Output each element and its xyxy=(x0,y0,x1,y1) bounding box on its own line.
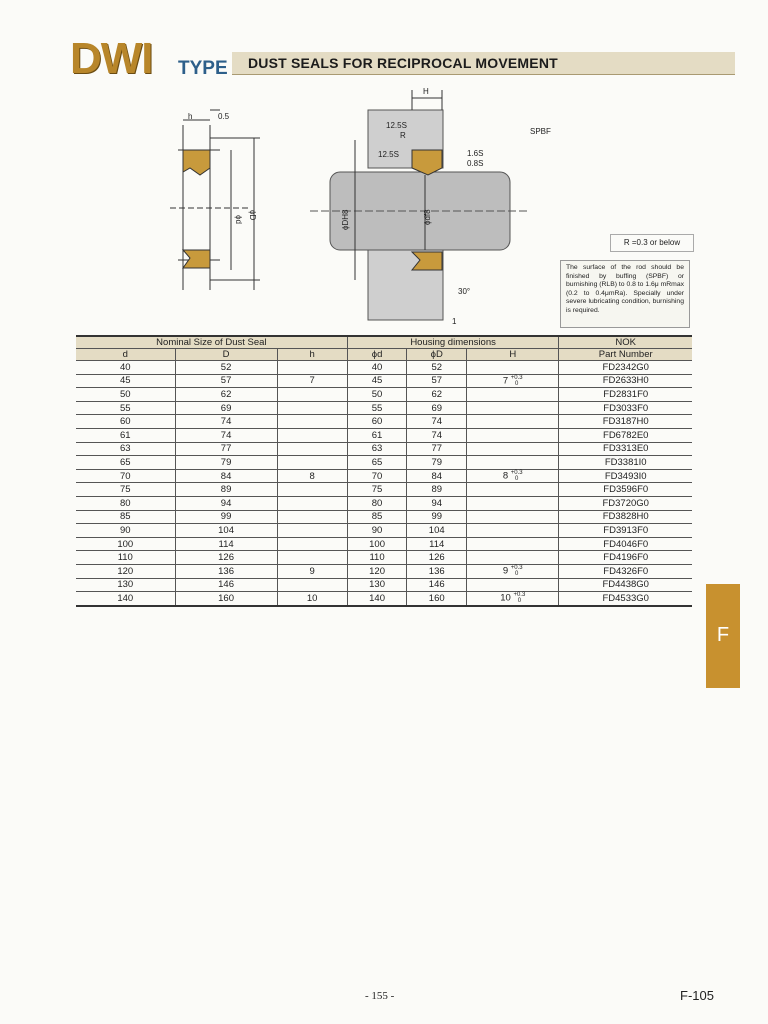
table-cell: FD3381I0 xyxy=(559,456,692,470)
table-cell: 9 xyxy=(277,564,347,578)
surface-note: The surface of the rod should be finished by buffing (SPBF) or burnishing (RLB) to 0.8 to 1.6μ mRmax (0.2 to 0.4μmRa). Specially under severe lubricating condition, burnishing is required. xyxy=(560,260,690,328)
table-cell: 7 +0.3 0 xyxy=(467,374,559,388)
table-cell xyxy=(467,551,559,565)
H-label: H xyxy=(423,87,429,96)
table-cell: 94 xyxy=(407,496,467,510)
bore-label: ϕDH8 xyxy=(341,209,350,230)
spec-table xyxy=(76,335,692,607)
table-cell: 69 xyxy=(175,401,277,415)
table-cell: 65 xyxy=(347,456,407,470)
table-cell: 62 xyxy=(407,388,467,402)
table-cell xyxy=(467,456,559,470)
page-number: - 155 - xyxy=(365,990,395,1002)
table-cell: 74 xyxy=(407,415,467,429)
table-cell: 61 xyxy=(347,428,407,442)
table-cell: 10 xyxy=(277,592,347,606)
table-row xyxy=(76,510,692,524)
table-cell: 140 xyxy=(76,592,175,606)
table-cell xyxy=(277,483,347,497)
table-cell: 89 xyxy=(407,483,467,497)
roughness-1: 1.6S xyxy=(467,149,484,158)
table-cell: 120 xyxy=(76,564,175,578)
table-cell xyxy=(467,510,559,524)
table-cell: 126 xyxy=(407,551,467,565)
table-cell: 60 xyxy=(76,415,175,429)
section-tab-label: F xyxy=(716,624,730,646)
spbf-label: SPBF xyxy=(530,127,551,136)
table-cell xyxy=(277,456,347,470)
tolerance: +0.3 0 xyxy=(510,374,523,387)
table-cell: 114 xyxy=(175,537,277,551)
table-cell: 60 xyxy=(347,415,407,429)
table-cell: 79 xyxy=(175,456,277,470)
table-cell: 7 xyxy=(277,374,347,388)
table-cell: 74 xyxy=(407,428,467,442)
table-cell: 65 xyxy=(76,456,175,470)
table-row xyxy=(76,456,692,470)
col-d: d xyxy=(76,349,175,361)
table-cell xyxy=(277,496,347,510)
section-tab xyxy=(706,584,740,688)
table-cell: 63 xyxy=(347,442,407,456)
table-row xyxy=(76,415,692,429)
d-label: ϕd xyxy=(234,215,243,224)
table-cell: 120 xyxy=(347,564,407,578)
table-cell: 75 xyxy=(347,483,407,497)
table-cell: 52 xyxy=(175,361,277,375)
table-cell xyxy=(467,361,559,375)
table-cell: 57 xyxy=(175,374,277,388)
table-cell: 99 xyxy=(407,510,467,524)
table-cell: FD2633H0 xyxy=(559,374,692,388)
roughness-2: 0.8S xyxy=(467,159,484,168)
table-row xyxy=(76,388,692,402)
table-cell: 110 xyxy=(76,551,175,565)
table-cell: 114 xyxy=(407,537,467,551)
table-row xyxy=(76,551,692,565)
table-cell: 45 xyxy=(76,374,175,388)
one-label: 1 xyxy=(452,317,457,326)
table-cell: FD4533G0 xyxy=(559,592,692,606)
table-cell: 77 xyxy=(407,442,467,456)
table-cell xyxy=(467,442,559,456)
table-cell: 40 xyxy=(347,361,407,375)
col-hD: ϕD xyxy=(407,349,467,361)
table-cell xyxy=(467,415,559,429)
table-cell: 75 xyxy=(76,483,175,497)
table-cell: FD2342G0 xyxy=(559,361,692,375)
table-row xyxy=(76,374,692,388)
table-cell: 74 xyxy=(175,415,277,429)
type-label: TYPE xyxy=(178,58,228,79)
table-cell: FD4326F0 xyxy=(559,564,692,578)
table-cell: 110 xyxy=(347,551,407,565)
table-cell xyxy=(277,524,347,538)
surface-1: 12.5S xyxy=(386,121,407,130)
table-cell: 40 xyxy=(76,361,175,375)
table-cell: 136 xyxy=(175,564,277,578)
table-cell: FD4438G0 xyxy=(559,578,692,592)
table-row xyxy=(76,428,692,442)
subtitle-bar xyxy=(232,52,735,75)
table-cell: 85 xyxy=(76,510,175,524)
table-cell: 89 xyxy=(175,483,277,497)
table-row xyxy=(76,537,692,551)
table-cell: 55 xyxy=(76,401,175,415)
table-row xyxy=(76,361,692,375)
table-cell: 79 xyxy=(407,456,467,470)
table-cell: 63 xyxy=(76,442,175,456)
table-cell: 126 xyxy=(175,551,277,565)
table-cell: 140 xyxy=(347,592,407,606)
R-label: R xyxy=(400,131,406,140)
table-cell: 160 xyxy=(407,592,467,606)
table-cell xyxy=(277,551,347,565)
surface-2: 12.5S xyxy=(378,150,399,159)
col-part: Part Number xyxy=(559,349,692,361)
group-header-nok: NOK xyxy=(559,336,692,349)
table-cell: 84 xyxy=(175,469,277,483)
col-h: h xyxy=(277,349,347,361)
table-cell xyxy=(277,510,347,524)
table-cell: 90 xyxy=(347,524,407,538)
tolerance: +0.3 0 xyxy=(510,565,523,578)
page-code: F-105 xyxy=(680,988,714,1003)
table-cell: 85 xyxy=(347,510,407,524)
table-row xyxy=(76,483,692,497)
table-cell: FD3913F0 xyxy=(559,524,692,538)
table-cell: 77 xyxy=(175,442,277,456)
table-row xyxy=(76,469,692,483)
table-row xyxy=(76,442,692,456)
table-row xyxy=(76,496,692,510)
table-cell: 130 xyxy=(76,578,175,592)
table-cell: 50 xyxy=(76,388,175,402)
table-cell xyxy=(467,428,559,442)
table-cell: 84 xyxy=(407,469,467,483)
table-cell: FD3033F0 xyxy=(559,401,692,415)
table-cell: 74 xyxy=(175,428,277,442)
table-row xyxy=(76,401,692,415)
table-cell: 104 xyxy=(175,524,277,538)
table-cell: 45 xyxy=(347,374,407,388)
table-row xyxy=(76,524,692,538)
table-cell: FD6782E0 xyxy=(559,428,692,442)
table-cell: FD4196F0 xyxy=(559,551,692,565)
table-cell xyxy=(467,524,559,538)
table-cell: 94 xyxy=(175,496,277,510)
table-cell: 8 xyxy=(277,469,347,483)
table-cell xyxy=(277,401,347,415)
table-cell: FD3828H0 xyxy=(559,510,692,524)
tolerance: +0.3 0 xyxy=(513,592,526,605)
table-cell: FD4046F0 xyxy=(559,537,692,551)
series-title: DWI xyxy=(70,34,153,83)
group-header-seal: Nominal Size of Dust Seal xyxy=(76,336,347,349)
table-cell xyxy=(467,401,559,415)
table-cell: 100 xyxy=(347,537,407,551)
table-cell: 70 xyxy=(347,469,407,483)
table-cell: 55 xyxy=(347,401,407,415)
subtitle: DUST SEALS FOR RECIPROCAL MOVEMENT xyxy=(248,55,558,71)
table-cell: FD3187H0 xyxy=(559,415,692,429)
table-cell: 99 xyxy=(175,510,277,524)
table-row xyxy=(76,592,692,606)
table-cell: 52 xyxy=(407,361,467,375)
table-cell: 80 xyxy=(347,496,407,510)
table-cell: 70 xyxy=(76,469,175,483)
table-cell: 9 +0.3 0 xyxy=(467,564,559,578)
table-cell: 146 xyxy=(407,578,467,592)
table-cell: FD2831F0 xyxy=(559,388,692,402)
table-cell xyxy=(277,578,347,592)
table-cell: 146 xyxy=(175,578,277,592)
table-cell: FD3313E0 xyxy=(559,442,692,456)
table-cell: 62 xyxy=(175,388,277,402)
table-row xyxy=(76,578,692,592)
table-cell: 50 xyxy=(347,388,407,402)
h-label: h xyxy=(188,112,193,121)
lip-label: 0.5 xyxy=(218,112,230,121)
radius-note: R =0.3 or below xyxy=(610,234,694,252)
table-cell: 130 xyxy=(347,578,407,592)
col-H: H xyxy=(467,349,559,361)
table-cell: FD3596F0 xyxy=(559,483,692,497)
table-cell: 100 xyxy=(76,537,175,551)
table-cell xyxy=(467,496,559,510)
table-cell xyxy=(277,428,347,442)
table-cell: 136 xyxy=(407,564,467,578)
rod-label: ϕdf8 xyxy=(423,209,432,225)
table-cell xyxy=(467,483,559,497)
table-cell xyxy=(467,578,559,592)
table-cell xyxy=(277,361,347,375)
table-cell: 104 xyxy=(407,524,467,538)
table-cell: 57 xyxy=(407,374,467,388)
table-cell: 8 +0.3 0 xyxy=(467,469,559,483)
col-D: D xyxy=(175,349,277,361)
table-cell xyxy=(467,537,559,551)
table-row xyxy=(76,564,692,578)
table-cell: 10 +0.3 0 xyxy=(467,592,559,606)
table-cell xyxy=(277,415,347,429)
table-cell xyxy=(467,388,559,402)
table-cell: 69 xyxy=(407,401,467,415)
tolerance: +0.3 0 xyxy=(510,470,523,483)
angle-label: 30° xyxy=(458,287,471,296)
D-label: ϕD xyxy=(248,210,257,221)
table-cell xyxy=(277,388,347,402)
table-cell: 61 xyxy=(76,428,175,442)
table-cell: 90 xyxy=(76,524,175,538)
group-header-housing: Housing dimensions xyxy=(347,336,559,349)
table-cell: FD3720G0 xyxy=(559,496,692,510)
table-cell xyxy=(277,537,347,551)
table-cell xyxy=(277,442,347,456)
col-hd: ϕd xyxy=(347,349,407,361)
table-cell: 80 xyxy=(76,496,175,510)
table-cell: 160 xyxy=(175,592,277,606)
table-cell: FD3493I0 xyxy=(559,469,692,483)
